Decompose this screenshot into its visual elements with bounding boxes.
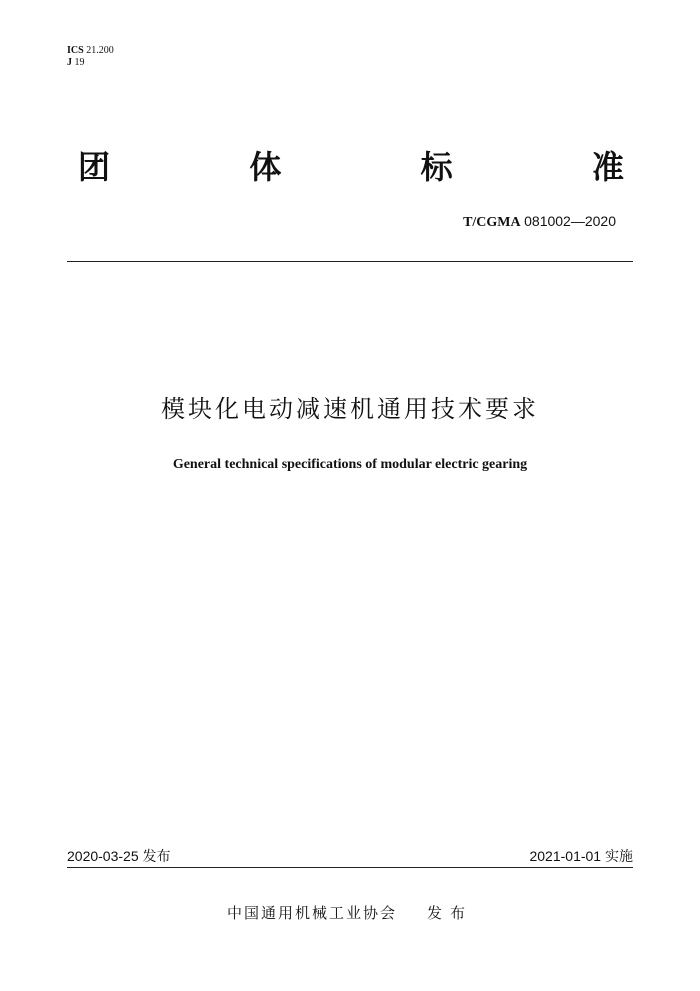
- publisher-line: [0, 902, 700, 924]
- ccs-label: J: [67, 57, 72, 68]
- standard-code-number: 081002—2020: [524, 213, 616, 229]
- bottom-divider: [67, 867, 633, 868]
- ics-value: 21.200: [86, 45, 114, 56]
- publish-date: 2020-03-25 发布: [67, 848, 171, 864]
- publisher-action: 发布: [427, 904, 474, 922]
- chinese-title: 模块化电动减速机通用技术要求: [161, 395, 539, 423]
- top-divider: [67, 261, 633, 262]
- implement-date: 2021-01-01 实施: [529, 848, 633, 864]
- date-row: [67, 846, 633, 866]
- standard-code: [463, 212, 616, 232]
- standard-type-char-1: 团: [78, 148, 111, 186]
- standard-type-char-2: 体: [249, 148, 282, 186]
- standard-code-prefix: T/CGMA: [463, 215, 521, 230]
- ccs-classification: [67, 57, 85, 69]
- ccs-value: 19: [74, 57, 85, 68]
- standard-type-heading: [78, 143, 624, 191]
- standard-type-char-3: 标: [420, 148, 453, 186]
- english-title: General technical specifications of modular electric gearing: [172, 457, 528, 472]
- publisher-organization: 中国通用机械工业协会: [226, 904, 397, 922]
- ics-classification: [67, 45, 114, 57]
- standard-type-char-4: 准: [591, 148, 624, 186]
- ics-label: ICS: [67, 45, 84, 56]
